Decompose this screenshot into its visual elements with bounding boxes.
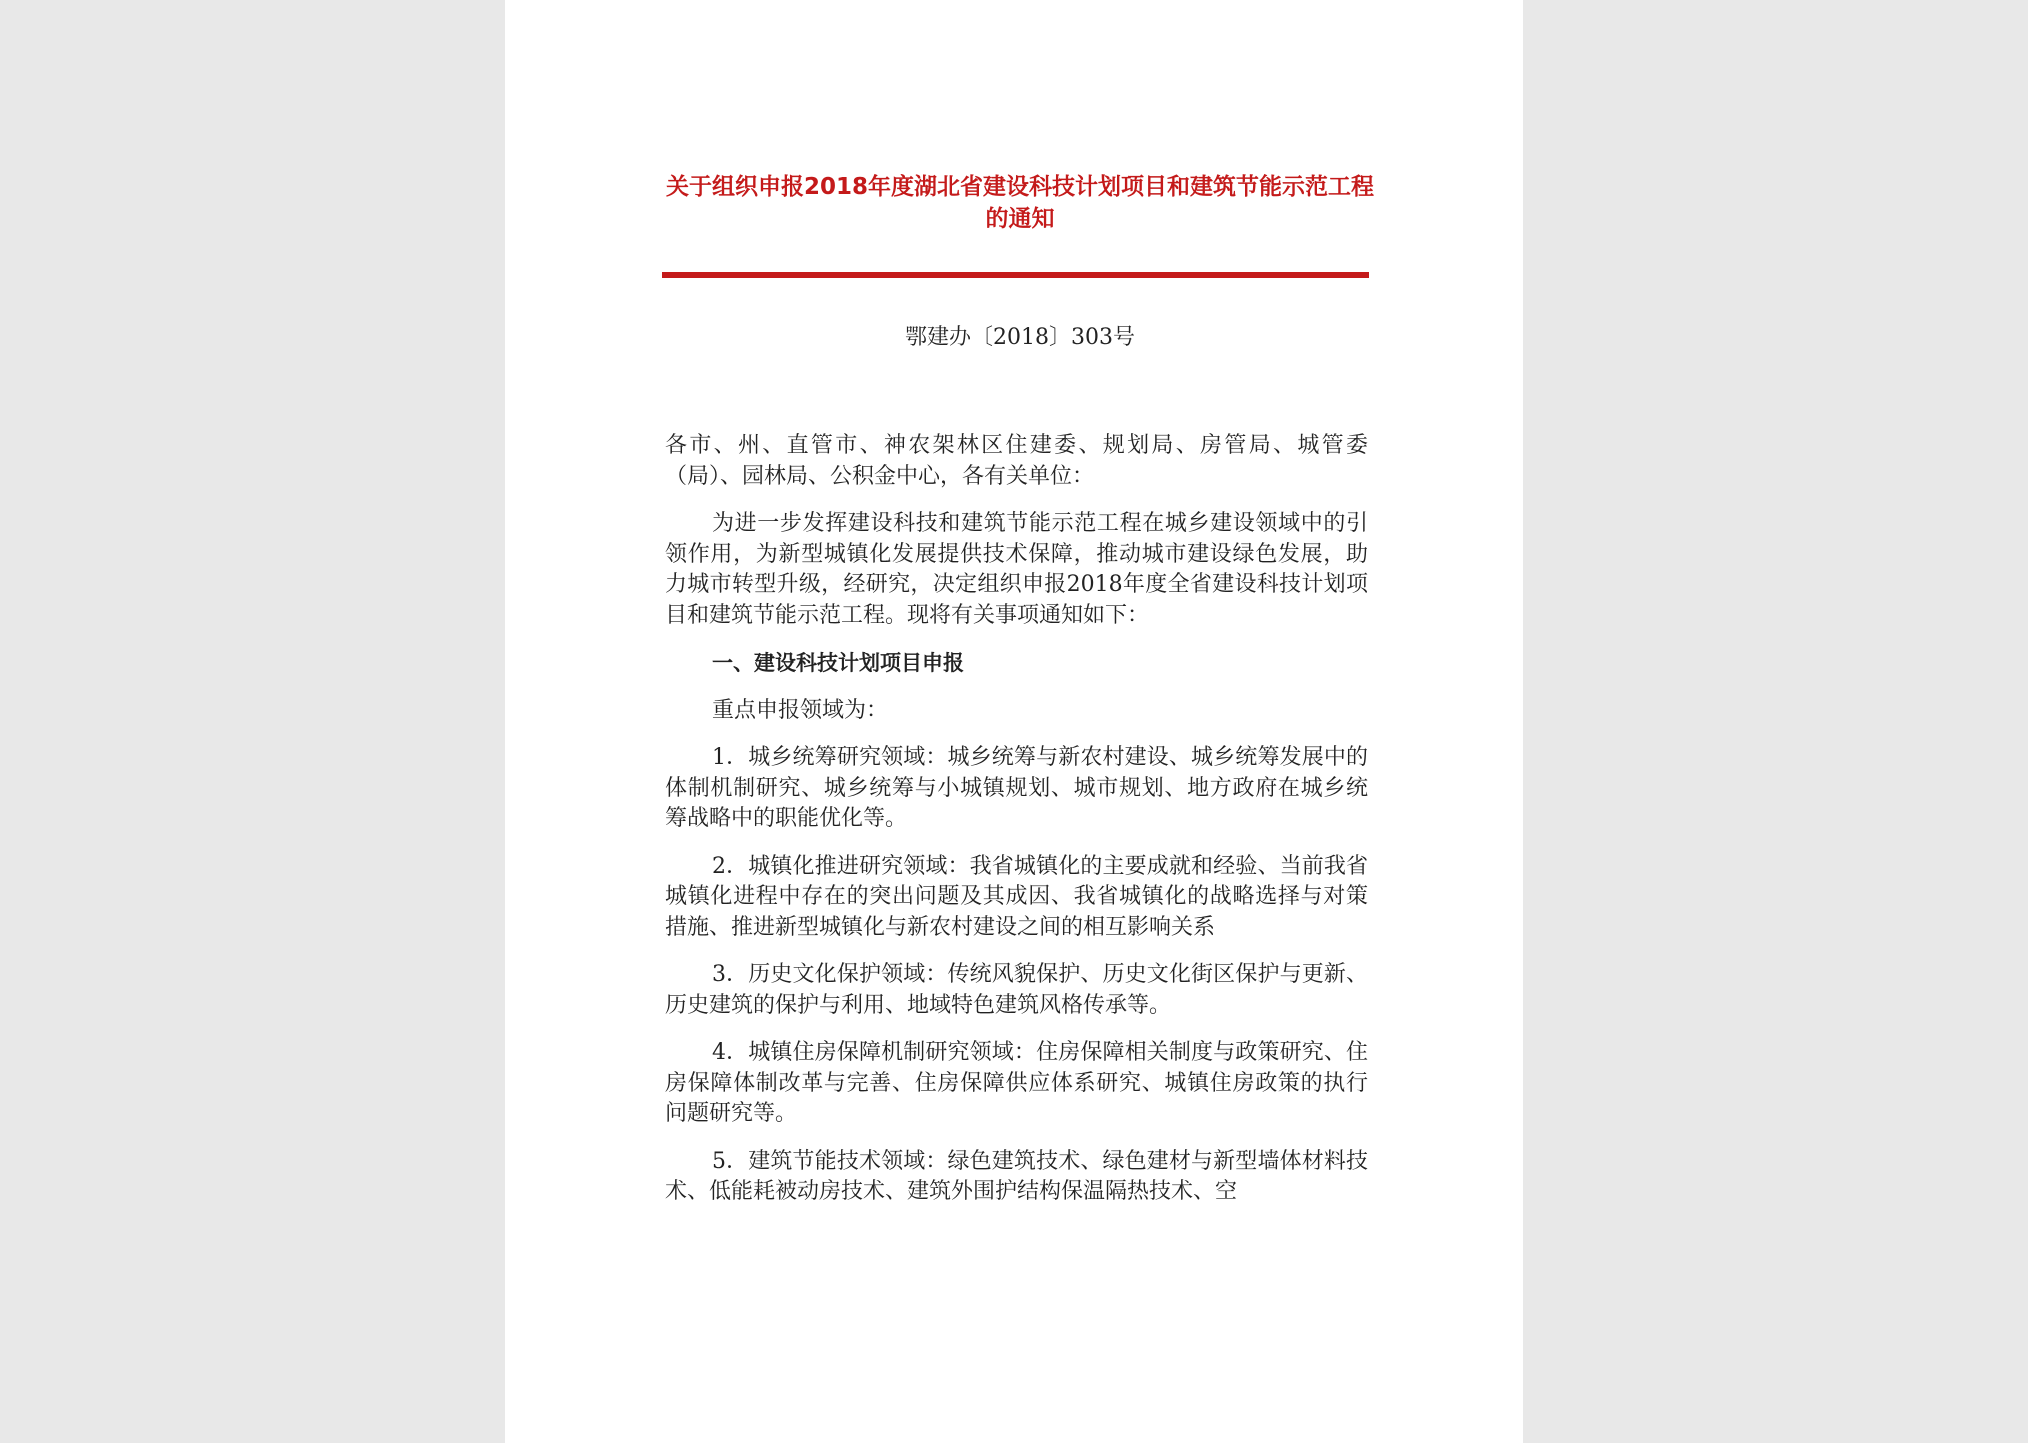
title-divider	[662, 272, 1369, 278]
list-item: 5．建筑节能技术领域：绿色建筑技术、绿色建材与新型墙体材料技术、低能耗被动房技术、建筑外围护结构保温隔热技术、空	[665, 1148, 1368, 1204]
list-item: 2．城镇化推进研究领域：我省城镇化的主要成就和经验、当前我省城镇化进程中存在的突出问题及其成因、我省城镇化的战略选择与对策措施、推进新型城镇化与新农村建设之间的相互影响关系	[665, 853, 1368, 940]
list-item: 1．城乡统筹研究领域：城乡统筹与新农村建设、城乡统筹发展中的体制机制研究、城乡统筹与小城镇规划、城市规划、地方政府在城乡统筹战略中的职能优化等。	[665, 745, 1368, 831]
intro-paragraph: 为进一步发挥建设科技和建筑节能示范工程在城乡建设领域中的引领作用，为新型城镇化发展提供技术保障，推动城市建设绿色发展，助力城市转型升级，经研究，决定组织申报2018年度全省建设科技计划项目和建筑节能示范工程。现将有关事项通知如下：	[665, 511, 1368, 628]
salutation: 各市、州、直管市、神农架林区住建委、规划局、房管局、城管委（局）、园林局、公积金中心，各有关单位：	[665, 433, 1368, 489]
document-page	[505, 0, 1523, 1443]
section-heading: 一、建设科技计划项目申报	[712, 651, 964, 675]
document-body	[665, 431, 1368, 1225]
document-title: 关于组织申报2018年度湖北省建设科技计划项目和建筑节能示范工程的通知	[665, 174, 1374, 232]
list-item: 3．历史文化保护领域：传统风貌保护、历史文化街区保护与更新、历史建筑的保护与利用、地域特色建筑风格传承等。	[665, 962, 1368, 1018]
document-number: 鄂建办〔2018〕303号	[905, 325, 1135, 350]
list-item: 4．城镇住房保障机制研究领域：住房保障相关制度与政策研究、住房保障体制改革与完善、住房保障供应体系研究、城镇住房政策的执行问题研究等。	[665, 1040, 1368, 1126]
focus-label: 重点申报领域为：	[712, 697, 889, 723]
